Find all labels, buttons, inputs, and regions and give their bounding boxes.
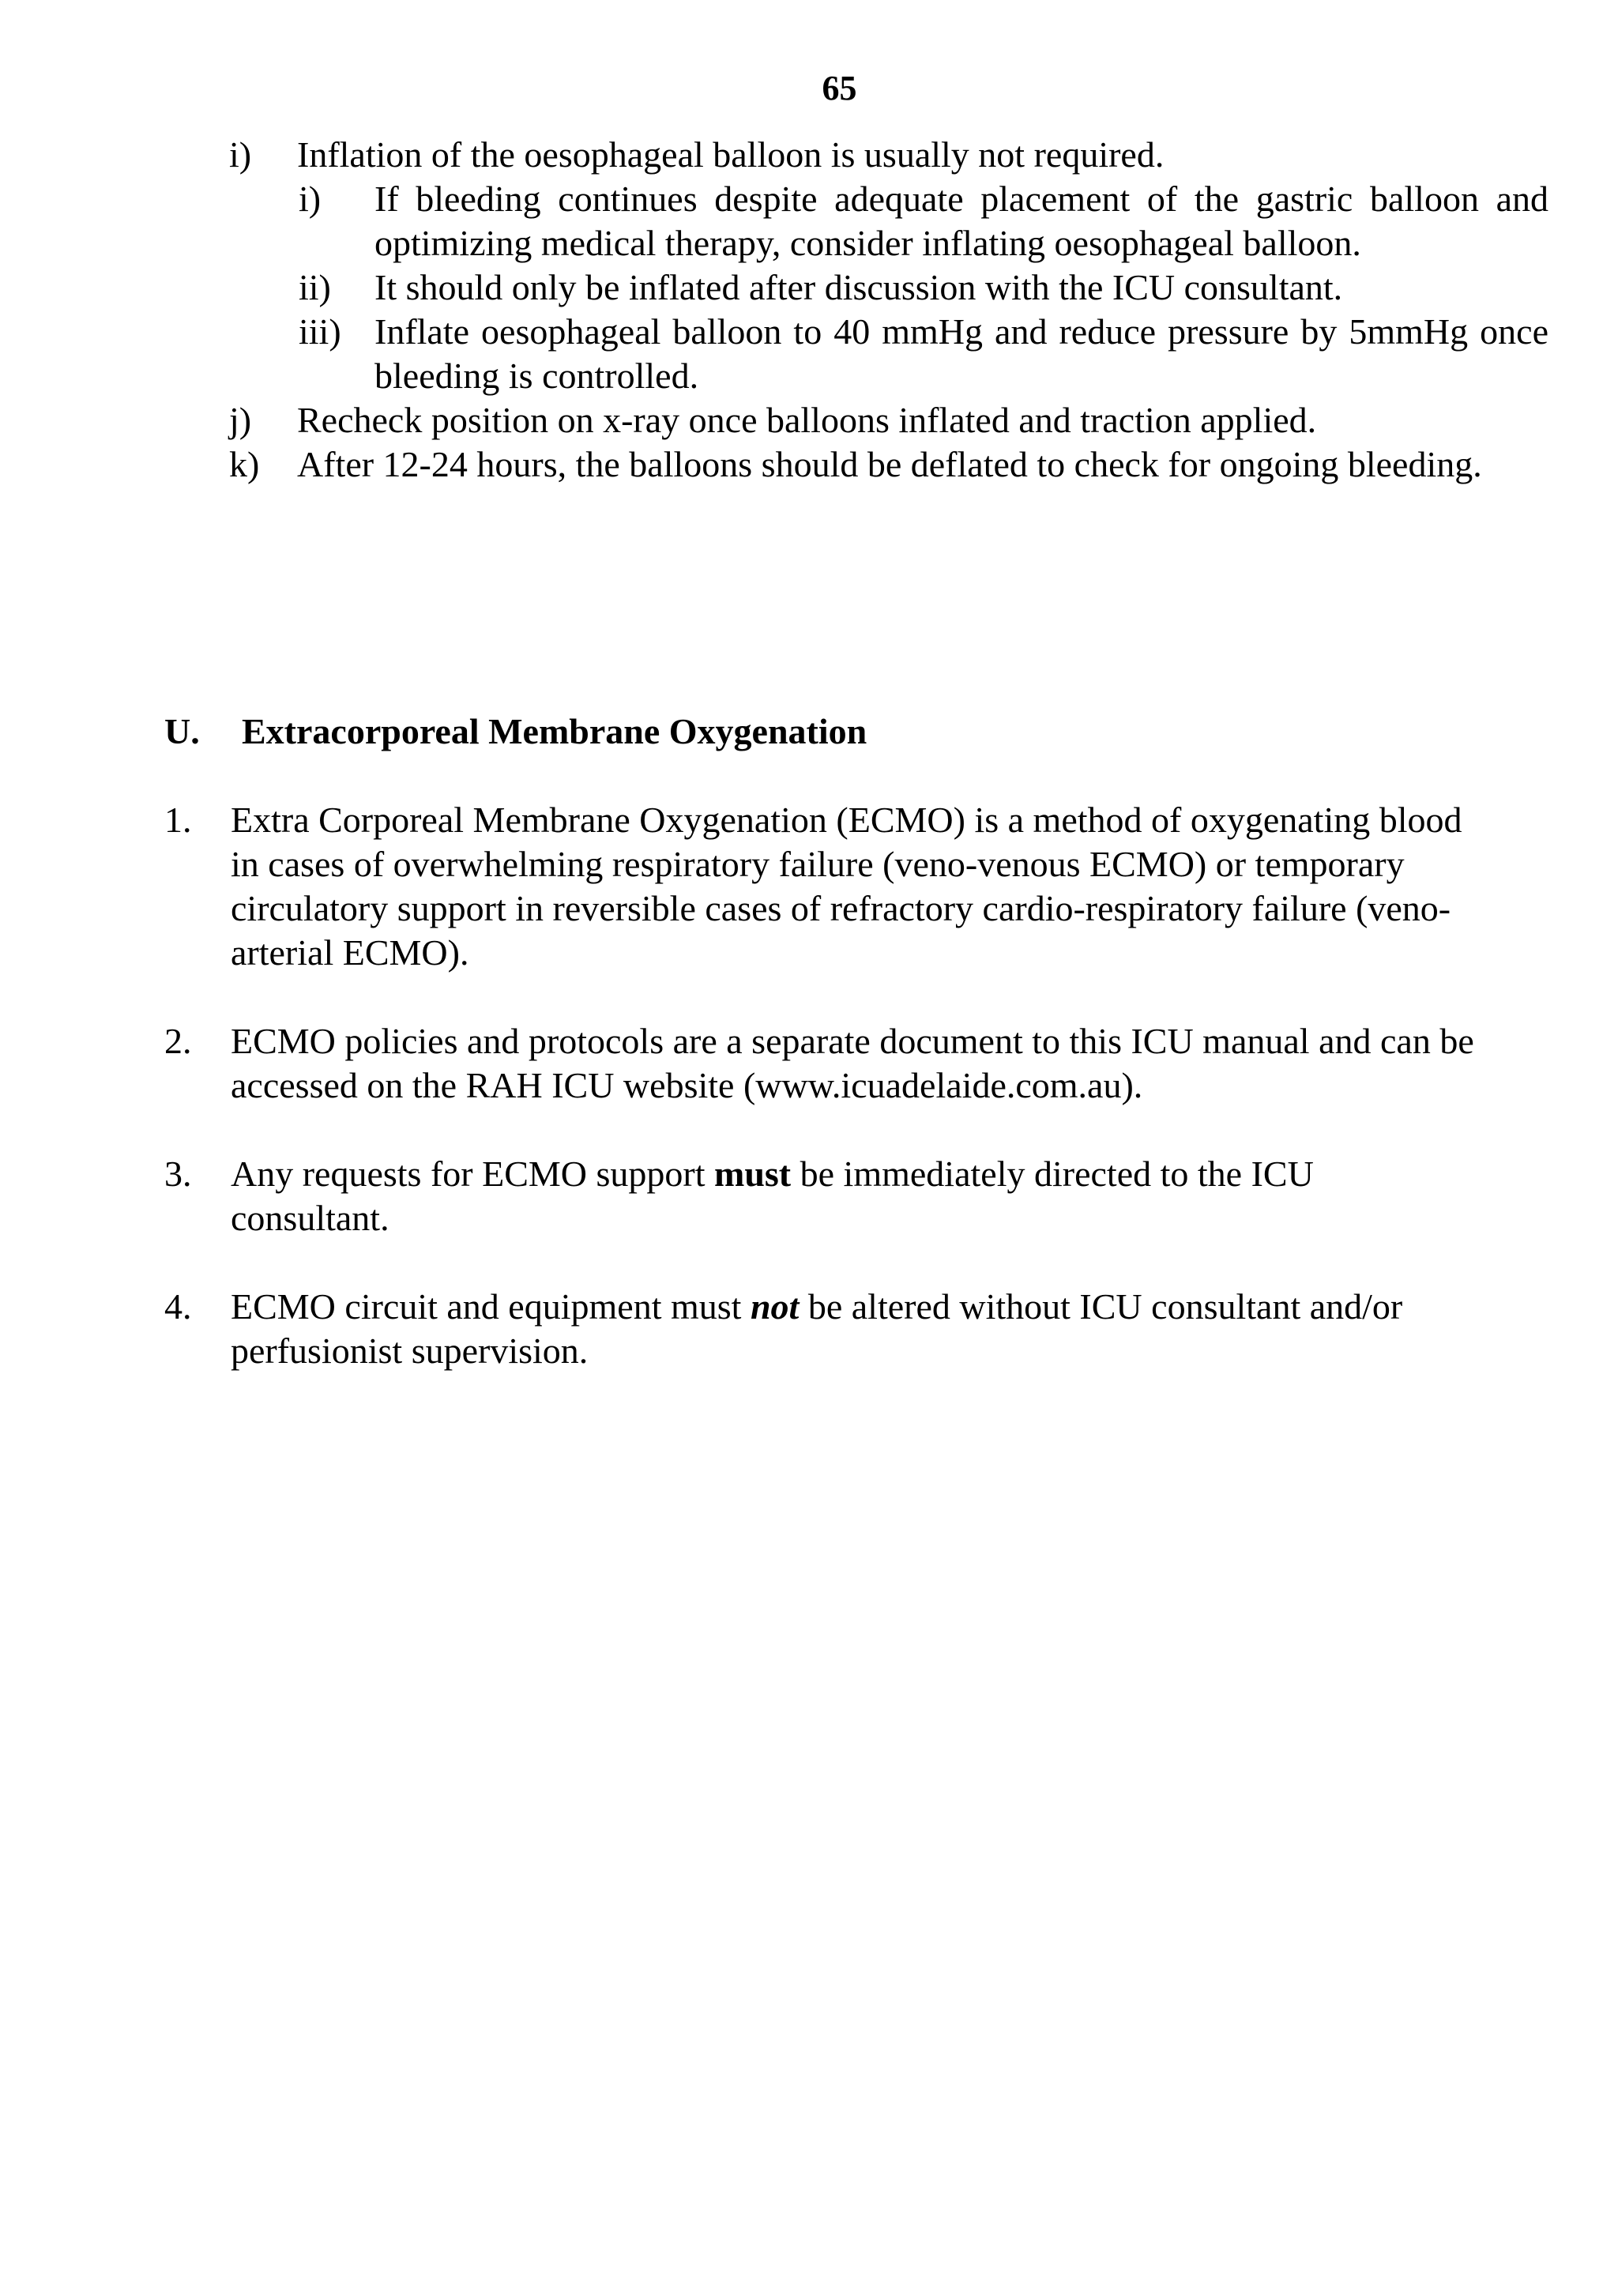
section-title: Extracorporeal Membrane Oxygenation [242, 711, 867, 751]
sub-list-item-text: If bleeding continues despite adequate placement of the gastric balloon and optimizing medical therapy, consider inflating oesophageal balloon. [374, 179, 1548, 263]
sub-list-item-text: It should only be inflated after discussion with the ICU consultant. [374, 267, 1343, 307]
sub-list-item-label: i) [299, 179, 322, 219]
sub-list-item-label: iii) [299, 311, 341, 352]
section-letter: U. [164, 711, 200, 751]
list-item-text: Inflation of the oesophageal balloon is usually not required. [297, 134, 1165, 175]
numbered-item-2 [0, 1019, 1618, 1108]
text-segment: ECMO circuit and equipment must [231, 1286, 751, 1327]
numbered-item-label: 2. [164, 1021, 192, 1061]
numbered-item-4 [0, 1285, 1618, 1373]
list-item-text: After 12-24 hours, the balloons should be deflated to check for ongoing bleeding. [297, 444, 1482, 484]
list-item-k [229, 442, 1548, 531]
page-number: 65 [822, 69, 857, 107]
numbered-item-label: 1. [164, 800, 192, 840]
list-item-text: Recheck position on x-ray once balloons inflated and traction applied. [297, 400, 1317, 440]
numbered-item-text [231, 1285, 1558, 1373]
numbered-item-3 [0, 1152, 1618, 1240]
numbered-item-text: Extra Corporeal Membrane Oxygenation (ECMO) is a method of oxygenating blood in cases of overwhelming respiratory failure (veno-venous ECMO) or temporary circulatory support in reversible cases of refractory cardio-respiratory failure (veno-arterial ECMO). [231, 800, 1462, 973]
sub-list-item-label: ii) [299, 267, 331, 307]
text-segment: Any requests for ECMO support [231, 1154, 714, 1194]
list-item-label: j) [229, 400, 252, 440]
list-item-label: i) [229, 134, 252, 175]
sub-list-item [299, 177, 1548, 265]
numbered-item-text: ECMO policies and protocols are a separate document to this ICU manual and can be accessed on the RAH ICU website (www.icuadelaide.com.au). [231, 1021, 1474, 1105]
numbered-item-text [231, 1152, 1432, 1240]
list-item-i [229, 133, 1548, 177]
sub-list-item-text: Inflate oesophageal balloon to 40 mmHg and reduce pressure by 5mmHg once bleeding is controlled. [374, 311, 1548, 396]
list-item-label: k) [229, 444, 260, 484]
numbered-item-label: 4. [164, 1286, 192, 1327]
text-segment: be immediately directed to the ICU consultant. [231, 1154, 1314, 1238]
list-item-j [229, 398, 1548, 442]
sub-list-item [299, 310, 1548, 398]
numbered-item-1 [0, 798, 1618, 975]
section-heading [164, 710, 867, 754]
sub-list-item [299, 265, 1548, 310]
numbered-item-label: 3. [164, 1154, 192, 1194]
emphasis-not: not [750, 1286, 800, 1327]
text-segment: be altered without ICU consultant and/or perfusionist supervision. [231, 1286, 1403, 1371]
emphasis-must: must [714, 1154, 792, 1194]
